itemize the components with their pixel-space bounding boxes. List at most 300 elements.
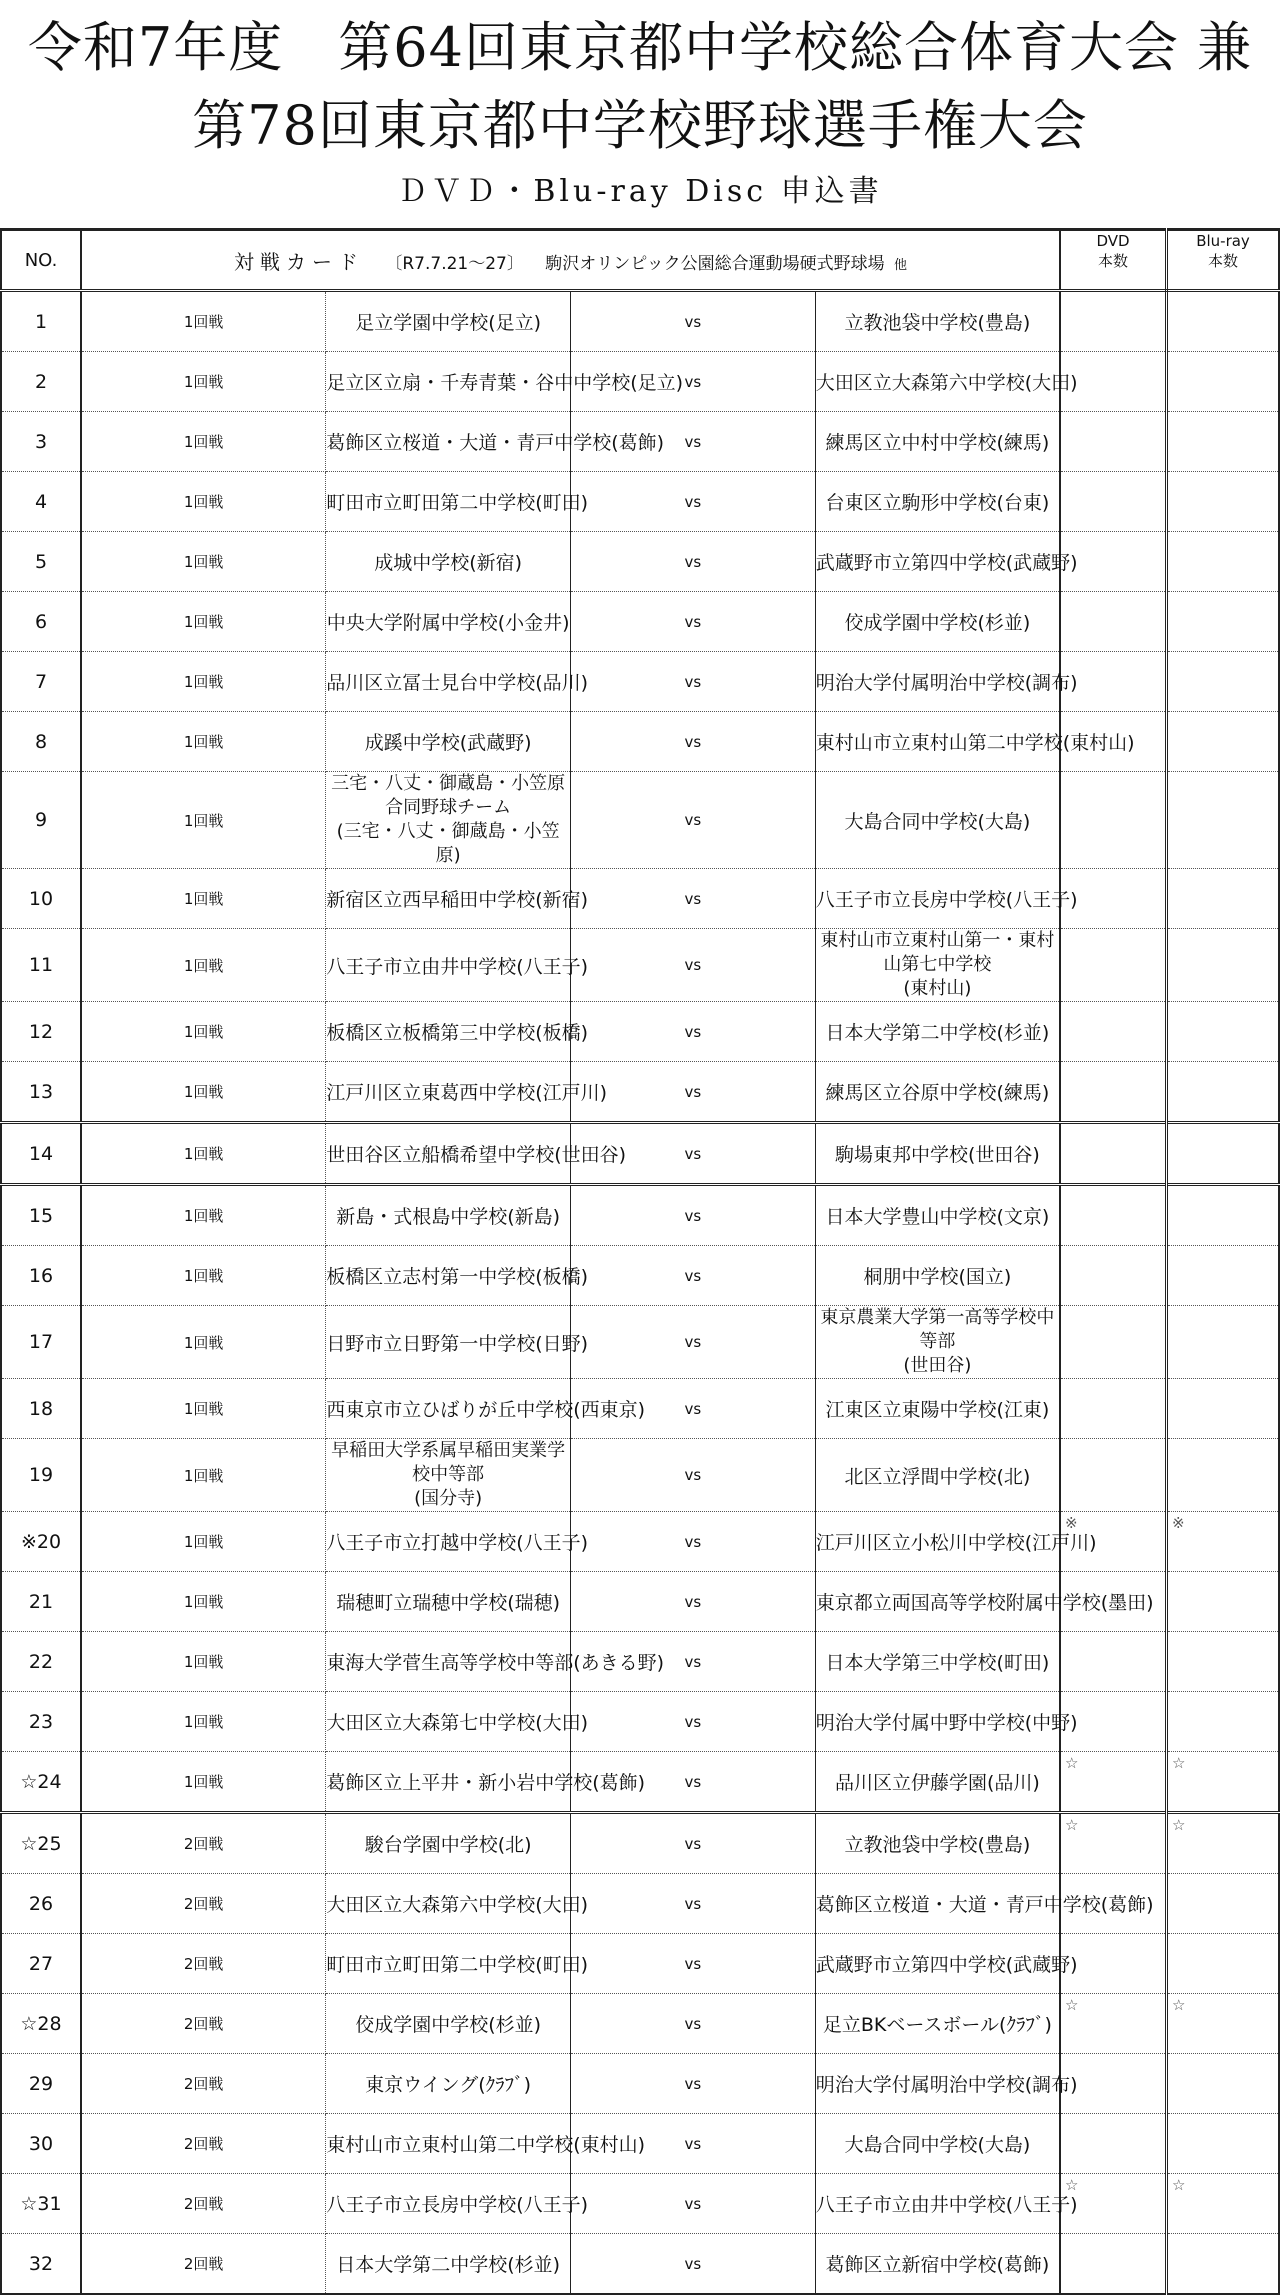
match-number: 17 — [1, 1306, 81, 1379]
dvd-mark — [1061, 1572, 1165, 1574]
bluray-quantity-cell[interactable] — [1167, 1123, 1280, 1185]
team-b: 品川区立伊藤学園(品川) — [815, 1752, 1060, 1813]
bluray-quantity-cell[interactable] — [1167, 712, 1280, 772]
team-a: 江戸川区立東葛西中学校(江戸川) — [326, 1062, 571, 1123]
bluray-quantity-cell[interactable] — [1167, 2174, 1280, 2234]
dvd-mark — [1061, 772, 1165, 774]
vs-label: vs — [571, 1123, 816, 1185]
match-number: 12 — [1, 1002, 81, 1062]
vs-label: vs — [571, 712, 816, 772]
table-row — [1, 412, 1279, 472]
bluray-quantity-cell[interactable] — [1167, 291, 1280, 352]
dvd-mark — [1061, 1124, 1165, 1126]
bluray-quantity-cell[interactable] — [1167, 1062, 1280, 1123]
team-b: 立教池袋中学校(豊島) — [815, 291, 1060, 352]
table-row — [1, 291, 1279, 352]
bluray-quantity-cell[interactable] — [1167, 532, 1280, 592]
team-b: 桐朋中学校(国立) — [815, 1246, 1060, 1306]
match-round: 1回戦 — [81, 1185, 326, 1246]
dvd-quantity-cell[interactable] — [1060, 1185, 1167, 1246]
dvd-mark — [1061, 1002, 1165, 1004]
match-round: 2回戦 — [81, 2054, 326, 2114]
match-round: 2回戦 — [81, 1813, 326, 1874]
dvd-quantity-cell[interactable] — [1060, 1752, 1167, 1813]
bluray-quantity-cell[interactable] — [1167, 2054, 1280, 2114]
table-row — [1, 1934, 1279, 1994]
dvd-quantity-cell[interactable] — [1060, 1379, 1167, 1439]
bluray-quantity-cell[interactable] — [1167, 592, 1280, 652]
bluray-quantity-cell[interactable] — [1167, 772, 1280, 869]
team-a: 成蹊中学校(武蔵野) — [326, 712, 571, 772]
card-date: 〔R7.7.21～27〕 — [385, 253, 524, 274]
team-b-line2: (東村山) — [903, 978, 972, 999]
bluray-mark — [1168, 652, 1278, 654]
table-row — [1, 869, 1279, 929]
column-header-dvd — [1060, 230, 1167, 291]
match-number: ☆25 — [1, 1813, 81, 1874]
team-b: 武蔵野市立第四中学校(武蔵野) — [815, 1934, 1060, 1994]
team-a: 東海大学菅生高等学校中等部(あきる野) — [326, 1632, 571, 1692]
team-a: 中央大学附属中学校(小金井) — [326, 592, 571, 652]
dvd-quantity-cell[interactable] — [1060, 2234, 1167, 2295]
bluray-quantity-cell[interactable] — [1167, 652, 1280, 712]
table-row — [1, 1306, 1279, 1379]
team-b: 台東区立駒形中学校(台東) — [815, 472, 1060, 532]
bluray-mark — [1168, 772, 1278, 774]
bluray-quantity-cell[interactable] — [1167, 869, 1280, 929]
match-number: 11 — [1, 929, 81, 1002]
order-table — [0, 228, 1280, 2295]
table-row — [1, 1439, 1279, 1512]
team-b: 武蔵野市立第四中学校(武蔵野) — [815, 532, 1060, 592]
vs-label: vs — [571, 1572, 816, 1632]
column-header-card — [81, 230, 1060, 291]
match-round: 1回戦 — [81, 352, 326, 412]
match-number: 3 — [1, 412, 81, 472]
match-round: 1回戦 — [81, 1246, 326, 1306]
bluray-mark — [1168, 929, 1278, 931]
team-b-line1: 東村山市立東村山第一・東村山第七中学校 — [820, 930, 1055, 975]
bluray-quantity-cell[interactable] — [1167, 1994, 1280, 2054]
vs-label: vs — [571, 1934, 816, 1994]
match-number: 29 — [1, 2054, 81, 2114]
team-b: 明治大学付属明治中学校(調布) — [815, 2054, 1060, 2114]
team-a: 世田谷区立船橋希望中学校(世田谷) — [326, 1123, 571, 1185]
bluray-mark — [1168, 1934, 1278, 1936]
match-number: 30 — [1, 2114, 81, 2174]
dvd-mark — [1061, 869, 1165, 871]
dvd-quantity-cell[interactable] — [1060, 592, 1167, 652]
team-a: 西東京市立ひばりが丘中学校(西東京) — [326, 1379, 571, 1439]
team-a: 町田市立町田第二中学校(町田) — [326, 1934, 571, 1994]
vs-label: vs — [571, 2174, 816, 2234]
team-a: 新島・式根島中学校(新島) — [326, 1185, 571, 1246]
match-round: 1回戦 — [81, 291, 326, 352]
match-number: 22 — [1, 1632, 81, 1692]
bluray-quantity-cell[interactable] — [1167, 1572, 1280, 1632]
team-b: 東村山市立東村山第二中学校(東村山) — [815, 712, 1060, 772]
vs-label: vs — [571, 869, 816, 929]
match-round: 2回戦 — [81, 1994, 326, 2054]
team-a: 駿台学園中学校(北) — [326, 1813, 571, 1874]
match-number: 19 — [1, 1439, 81, 1512]
table-row — [1, 1379, 1279, 1439]
team-a: 板橋区立板橋第三中学校(板橋) — [326, 1002, 571, 1062]
table-row — [1, 472, 1279, 532]
dvd-quantity-cell[interactable] — [1060, 1632, 1167, 1692]
team-a: 日野市立日野第一中学校(日野) — [326, 1306, 571, 1379]
team-b: 大島合同中学校(大島) — [815, 2114, 1060, 2174]
bluray-quantity-cell[interactable] — [1167, 1512, 1280, 1572]
table-row — [1, 1874, 1279, 1934]
bluray-quantity-cell[interactable] — [1167, 1306, 1280, 1379]
dvd-quantity-cell[interactable] — [1060, 1994, 1167, 2054]
match-round: 1回戦 — [81, 652, 326, 712]
dvd-mark — [1061, 1934, 1165, 1936]
team-a — [326, 772, 571, 869]
dvd-header-line2: 本数 — [1097, 252, 1128, 270]
dvd-mark: ☆ — [1065, 1996, 1079, 2014]
team-a: 足立学園中学校(足立) — [326, 291, 571, 352]
match-round: 1回戦 — [81, 1306, 326, 1379]
vs-label: vs — [571, 1185, 816, 1246]
team-a: 葛飾区立上平井・新小岩中学校(葛飾) — [326, 1752, 571, 1813]
vs-label: vs — [571, 1692, 816, 1752]
match-number: 4 — [1, 472, 81, 532]
team-a: 成城中学校(新宿) — [326, 532, 571, 592]
dvd-mark — [1061, 929, 1165, 931]
match-round: 1回戦 — [81, 1062, 326, 1123]
table-row — [1, 1572, 1279, 1632]
vs-label: vs — [571, 1994, 816, 2054]
bluray-quantity-cell[interactable] — [1167, 2234, 1280, 2295]
dvd-mark — [1061, 1874, 1165, 1876]
dvd-mark — [1061, 412, 1165, 414]
bluray-mark — [1168, 1572, 1278, 1574]
bluray-quantity-cell[interactable] — [1167, 472, 1280, 532]
match-number: ※20 — [1, 1512, 81, 1572]
table-row — [1, 1752, 1279, 1813]
team-b: 東京都立両国高等学校附属中学校(墨田) — [815, 1572, 1060, 1632]
table-row — [1, 2114, 1279, 2174]
team-b: 佼成学園中学校(杉並) — [815, 592, 1060, 652]
match-round: 1回戦 — [81, 592, 326, 652]
match-number: 13 — [1, 1062, 81, 1123]
dvd-mark: ※ — [1065, 1514, 1078, 1532]
match-number: 23 — [1, 1692, 81, 1752]
dvd-mark: ☆ — [1065, 1754, 1079, 1772]
dvd-mark — [1061, 1062, 1165, 1064]
match-round: 1回戦 — [81, 929, 326, 1002]
team-a: 八王子市立由井中学校(八王子) — [326, 929, 571, 1002]
match-number: 2 — [1, 352, 81, 412]
dvd-mark — [1061, 2054, 1165, 2056]
bluray-mark: ☆ — [1172, 2176, 1186, 2194]
bluray-mark — [1168, 1439, 1278, 1441]
dvd-mark: ☆ — [1065, 1816, 1079, 1834]
bluray-mark — [1168, 472, 1278, 474]
match-number: 26 — [1, 1874, 81, 1934]
match-number: 27 — [1, 1934, 81, 1994]
vs-label: vs — [571, 1379, 816, 1439]
dvd-mark — [1061, 352, 1165, 354]
team-a: 葛飾区立桜道・大道・青戸中学校(葛飾) — [326, 412, 571, 472]
dvd-quantity-cell[interactable] — [1060, 1813, 1167, 1874]
bluray-quantity-cell[interactable] — [1167, 1934, 1280, 1994]
vs-label: vs — [571, 1062, 816, 1123]
bluray-mark: ※ — [1172, 1514, 1185, 1532]
dvd-quantity-cell[interactable] — [1060, 1002, 1167, 1062]
match-number: 18 — [1, 1379, 81, 1439]
dvd-mark — [1061, 592, 1165, 594]
vs-label: vs — [571, 472, 816, 532]
bluray-mark: ☆ — [1172, 1816, 1186, 1834]
team-b: 葛飾区立桜道・大道・青戸中学校(葛飾) — [815, 1874, 1060, 1934]
bluray-quantity-cell[interactable] — [1167, 1813, 1280, 1874]
table-row — [1, 1692, 1279, 1752]
bluray-quantity-cell[interactable] — [1167, 352, 1280, 412]
title-line-2: 第78回東京都中学校野球選手権大会 — [192, 94, 1088, 157]
match-round: 1回戦 — [81, 1632, 326, 1692]
dvd-mark — [1061, 1692, 1165, 1694]
dvd-mark — [1061, 472, 1165, 474]
bluray-quantity-cell[interactable] — [1167, 1874, 1280, 1934]
vs-label: vs — [571, 412, 816, 472]
vs-label: vs — [571, 1246, 816, 1306]
team-b-line2: (世田谷) — [903, 1355, 972, 1376]
dvd-quantity-cell[interactable] — [1060, 1062, 1167, 1123]
vs-label: vs — [571, 1002, 816, 1062]
team-b: 大田区立大森第六中学校(大田) — [815, 352, 1060, 412]
vs-label: vs — [571, 929, 816, 1002]
bluray-mark — [1168, 2054, 1278, 2056]
vs-label: vs — [571, 652, 816, 712]
bluray-mark — [1168, 1632, 1278, 1634]
table-row — [1, 652, 1279, 712]
dvd-quantity-cell[interactable] — [1060, 1123, 1167, 1185]
form-header — [0, 0, 1280, 249]
dvd-quantity-cell[interactable] — [1060, 772, 1167, 869]
bluray-mark — [1168, 869, 1278, 871]
bluray-mark — [1168, 1186, 1278, 1188]
team-b: 立教池袋中学校(豊島) — [815, 1813, 1060, 1874]
vs-label: vs — [571, 1874, 816, 1934]
column-header-bluray — [1167, 230, 1280, 291]
team-a: 大田区立大森第六中学校(大田) — [326, 1874, 571, 1934]
team-b: 明治大学付属中野中学校(中野) — [815, 1692, 1060, 1752]
bluray-mark — [1168, 1692, 1278, 1694]
match-round: 1回戦 — [81, 1123, 326, 1185]
table-row — [1, 352, 1279, 412]
dvd-quantity-cell[interactable] — [1060, 1306, 1167, 1379]
table-header-row — [1, 230, 1279, 291]
dvd-quantity-cell[interactable] — [1060, 1439, 1167, 1512]
match-round: 2回戦 — [81, 2174, 326, 2234]
vs-label: vs — [571, 772, 816, 869]
card-etc: 他 — [894, 257, 908, 273]
match-number: ☆28 — [1, 1994, 81, 2054]
team-b-line1: 東京農業大学第一高等学校中等部 — [820, 1307, 1055, 1352]
dvd-mark — [1061, 1632, 1165, 1634]
bluray-quantity-cell[interactable] — [1167, 1632, 1280, 1692]
team-b: 江戸川区立小松川中学校(江戸川) — [815, 1512, 1060, 1572]
vs-label: vs — [571, 2054, 816, 2114]
vs-label: vs — [571, 1306, 816, 1379]
team-b: 江東区立東陽中学校(江東) — [815, 1379, 1060, 1439]
match-round: 2回戦 — [81, 1874, 326, 1934]
bluray-mark — [1168, 292, 1278, 294]
match-round: 1回戦 — [81, 712, 326, 772]
team-b: 日本大学第二中学校(杉並) — [815, 1002, 1060, 1062]
match-round: 1回戦 — [81, 1512, 326, 1572]
dvd-mark — [1061, 1246, 1165, 1248]
match-round: 1回戦 — [81, 412, 326, 472]
match-round: 2回戦 — [81, 2234, 326, 2295]
bluray-quantity-cell[interactable] — [1167, 1002, 1280, 1062]
team-b: 八王子市立由井中学校(八王子) — [815, 2174, 1060, 2234]
team-a-line2: (国分寺) — [414, 1488, 483, 1509]
team-a: 八王子市立長房中学校(八王子) — [326, 2174, 571, 2234]
table-row — [1, 1123, 1279, 1185]
bluray-quantity-cell[interactable] — [1167, 1439, 1280, 1512]
dvd-mark — [1061, 2114, 1165, 2116]
bluray-mark — [1168, 532, 1278, 534]
vs-label: vs — [571, 592, 816, 652]
dvd-mark — [1061, 1379, 1165, 1381]
match-round: 2回戦 — [81, 2114, 326, 2174]
vs-label: vs — [571, 2234, 816, 2295]
vs-label: vs — [571, 2114, 816, 2174]
dvd-mark — [1061, 292, 1165, 294]
team-a-line2: (三宅・八丈・御蔵島・小笠原) — [336, 821, 560, 866]
team-b: 八王子市立長房中学校(八王子) — [815, 869, 1060, 929]
team-a: 新宿区立西早稲田中学校(新宿) — [326, 869, 571, 929]
bluray-mark — [1168, 1002, 1278, 1004]
vs-label: vs — [571, 1813, 816, 1874]
match-number: 16 — [1, 1246, 81, 1306]
bluray-quantity-cell[interactable] — [1167, 2114, 1280, 2174]
team-a: 大田区立大森第七中学校(大田) — [326, 1692, 571, 1752]
bluray-quantity-cell[interactable] — [1167, 1379, 1280, 1439]
bluray-mark — [1168, 1379, 1278, 1381]
table-row — [1, 592, 1279, 652]
bluray-mark — [1168, 1874, 1278, 1876]
team-b: 大島合同中学校(大島) — [815, 772, 1060, 869]
vs-label: vs — [571, 352, 816, 412]
dvd-header-line1: DVD — [1096, 232, 1130, 250]
dvd-quantity-cell[interactable] — [1060, 412, 1167, 472]
vs-label: vs — [571, 1632, 816, 1692]
table-row — [1, 2174, 1279, 2234]
dvd-mark — [1061, 1186, 1165, 1188]
dvd-mark — [1061, 652, 1165, 654]
match-number: 6 — [1, 592, 81, 652]
vs-label: vs — [571, 1512, 816, 1572]
bluray-quantity-cell[interactable] — [1167, 929, 1280, 1002]
match-number: 15 — [1, 1185, 81, 1246]
match-number: 10 — [1, 869, 81, 929]
bluray-mark — [1168, 2234, 1278, 2236]
bluray-quantity-cell[interactable] — [1167, 1185, 1280, 1246]
match-round: 1回戦 — [81, 1572, 326, 1632]
bluray-header-line1: Blu-ray — [1196, 232, 1250, 250]
team-a: 八王子市立打越中学校(八王子) — [326, 1512, 571, 1572]
dvd-quantity-cell[interactable] — [1060, 929, 1167, 1002]
match-round: 1回戦 — [81, 472, 326, 532]
match-number: ☆31 — [1, 2174, 81, 2234]
bluray-mark — [1168, 592, 1278, 594]
team-b: 北区立浮間中学校(北) — [815, 1439, 1060, 1512]
team-a: 瑞穂町立瑞穂中学校(瑞穂) — [326, 1572, 571, 1632]
team-a: 町田市立町田第二中学校(町田) — [326, 472, 571, 532]
bluray-mark — [1168, 1124, 1278, 1126]
match-number: ☆24 — [1, 1752, 81, 1813]
match-round: 1回戦 — [81, 1752, 326, 1813]
team-b: 練馬区立中村中学校(練馬) — [815, 412, 1060, 472]
card-venue: 駒沢オリンピック公園総合運動場硬式野球場 — [545, 253, 885, 274]
dvd-quantity-cell[interactable] — [1060, 472, 1167, 532]
match-round: 1回戦 — [81, 1692, 326, 1752]
team-b: 明治大学付属明治中学校(調布) — [815, 652, 1060, 712]
team-a-line1: 早稲田大学系属早稲田実業学校中等部 — [331, 1440, 566, 1485]
bluray-quantity-cell[interactable] — [1167, 1752, 1280, 1813]
team-b — [815, 1306, 1060, 1379]
table-row — [1, 772, 1279, 869]
table-row — [1, 929, 1279, 1002]
match-round: 1回戦 — [81, 1439, 326, 1512]
team-b: 練馬区立谷原中学校(練馬) — [815, 1062, 1060, 1123]
bluray-header-line2: 本数 — [1207, 252, 1238, 270]
vs-label: vs — [571, 532, 816, 592]
team-a: 品川区立冨士見台中学校(品川) — [326, 652, 571, 712]
table-row — [1, 1062, 1279, 1123]
dvd-quantity-cell[interactable] — [1060, 291, 1167, 352]
match-number: 32 — [1, 2234, 81, 2295]
form-subtitle: ＤＶＤ・Blu-ray Disc 申込書 — [397, 174, 883, 209]
bluray-mark — [1168, 1062, 1278, 1064]
team-b: 葛飾区立新宿中学校(葛飾) — [815, 2234, 1060, 2295]
team-b — [815, 929, 1060, 1002]
bluray-quantity-cell[interactable] — [1167, 412, 1280, 472]
vs-label: vs — [571, 291, 816, 352]
match-round: 2回戦 — [81, 1934, 326, 1994]
bluray-mark — [1168, 352, 1278, 354]
dvd-mark — [1061, 712, 1165, 714]
match-number: 21 — [1, 1572, 81, 1632]
team-b: 日本大学豊山中学校(文京) — [815, 1185, 1060, 1246]
team-a: 佼成学園中学校(杉並) — [326, 1994, 571, 2054]
dvd-quantity-cell[interactable] — [1060, 2114, 1167, 2174]
table-row — [1, 1632, 1279, 1692]
dvd-mark — [1061, 532, 1165, 534]
table-row — [1, 1246, 1279, 1306]
table-row — [1, 1185, 1279, 1246]
bluray-quantity-cell[interactable] — [1167, 1692, 1280, 1752]
team-a: 足立区立扇・千寿青葉・谷中中学校(足立) — [326, 352, 571, 412]
match-round: 1回戦 — [81, 1002, 326, 1062]
bluray-quantity-cell[interactable] — [1167, 1246, 1280, 1306]
table-row — [1, 1813, 1279, 1874]
bluray-mark: ☆ — [1172, 1754, 1186, 1772]
bluray-mark — [1168, 2114, 1278, 2116]
team-a: 日本大学第二中学校(杉並) — [326, 2234, 571, 2295]
dvd-quantity-cell[interactable] — [1060, 1246, 1167, 1306]
team-a: 東村山市立東村山第二中学校(東村山) — [326, 2114, 571, 2174]
team-b: 駒場東邦中学校(世田谷) — [815, 1123, 1060, 1185]
dvd-mark: ☆ — [1065, 2176, 1079, 2194]
table-row — [1, 1994, 1279, 2054]
match-number: 8 — [1, 712, 81, 772]
